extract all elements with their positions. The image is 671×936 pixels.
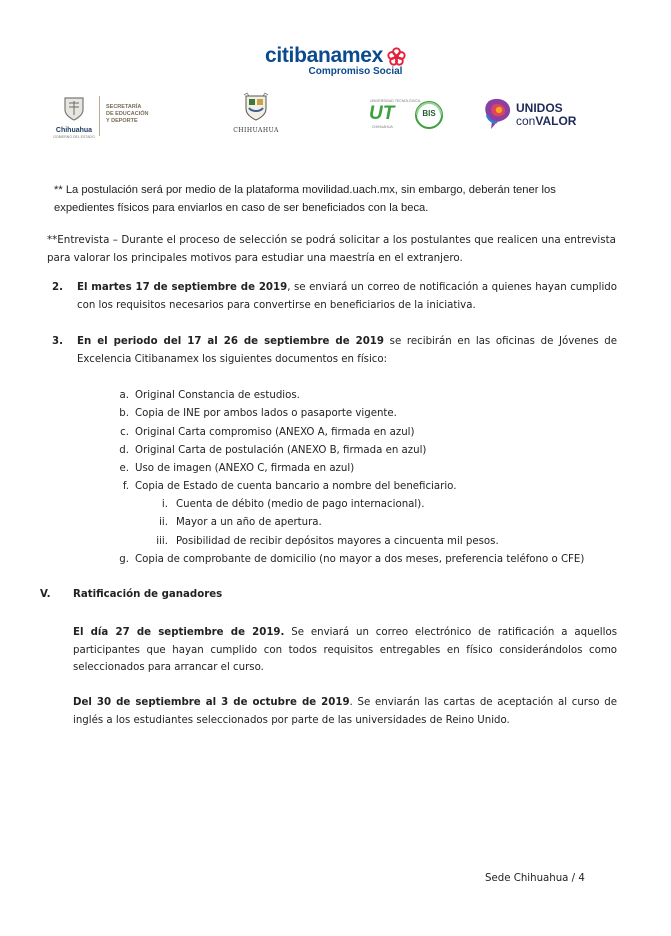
- shield-icon: [63, 96, 85, 122]
- list-label: a.: [119, 390, 129, 401]
- paragraph-date: Del 30 de septiembre al 3 de octubre de 2019: [73, 697, 350, 708]
- citibanamex-logo: [0, 44, 671, 77]
- step-text: [77, 279, 617, 314]
- section-number: V.: [40, 589, 51, 600]
- secretaria-line-1: SECRETARÍA: [106, 104, 142, 110]
- list-item: [122, 478, 457, 496]
- unidos-line-2: [516, 115, 576, 127]
- step-date: El martes 17 de septiembre de 2019: [77, 282, 288, 293]
- ut-label: UT: [369, 103, 395, 124]
- unidos-bubble-icon: [483, 97, 513, 131]
- list-label: f.: [122, 481, 129, 493]
- list-text: Original Carta de postulación (ANEXO B, firmada en azul): [135, 444, 427, 456]
- chihuahua-label: Chihuahua: [55, 127, 93, 134]
- unidos-line-1: UNIDOS: [516, 101, 563, 115]
- documents-list-end: [119, 551, 585, 569]
- list-item: [119, 387, 456, 405]
- list-text: Copia de comprobante de domicilio (no mayor a dos meses, preferencia teléfono o CFE): [135, 554, 585, 565]
- chihuahua-government-logo: [50, 96, 98, 139]
- step-number: 2.: [52, 282, 63, 293]
- list-item: [156, 533, 499, 551]
- list-text: Copia de Estado de cuenta bancario a nombre del beneficiario.: [135, 481, 457, 493]
- municipal-seal-icon: [243, 92, 269, 122]
- ut-bottom-label: CHIHUAHUA: [372, 125, 393, 129]
- paragraph-text: . Se enviarán las cartas de aceptación al curso de inglés a los estudiantes seleccionados por parte de las universidades de Reino Unido.: [73, 697, 618, 726]
- unidos-line-2a: con: [516, 114, 536, 128]
- list-label: iii.: [156, 535, 168, 547]
- step-description: , se enviará un correo de notificación a quienes hayan cumplido con los requisitos necesarios para convertirse en beneficiarios de la iniciativa.: [77, 282, 617, 311]
- list-label: e.: [119, 463, 129, 475]
- list-label: b.: [119, 408, 129, 420]
- section-paragraph-1: [73, 624, 617, 677]
- step-number: 3.: [52, 336, 63, 347]
- documents-list: [119, 387, 457, 497]
- ut-top-label: UNIVERSIDAD TECNOLÓGICA: [370, 99, 421, 103]
- section-paragraph-2: [73, 694, 617, 729]
- list-item: [119, 551, 585, 569]
- list-label: ii.: [159, 517, 168, 529]
- list-text: Posibilidad de recibir depósitos mayores a cincuenta mil pesos.: [176, 535, 499, 547]
- brand-subtitle: Compromiso Social: [308, 66, 403, 77]
- note-platform: ** La postulación será por medio de la plataforma movilidad.uach.mx, sin embargo, deberán tener los expedientes físicos para enviarlos en caso de ser beneficiados con la beca.: [54, 184, 556, 214]
- partner-logos: [0, 92, 671, 140]
- list-text: Uso de imagen (ANEXO C, firmada en azul): [135, 463, 355, 475]
- municipio-logo: [230, 92, 282, 134]
- municipio-label: CHIHUAHUA: [233, 127, 279, 134]
- list-text: Cuenta de débito (medio de pago internacional).: [176, 499, 425, 510]
- paragraph-date: El día 27 de septiembre de 2019.: [73, 627, 285, 638]
- secretaria-line-3: Y DEPORTE: [106, 118, 138, 124]
- list-item: [119, 460, 456, 478]
- step-description: se recibirán en las oficinas de Jóvenes de Excelencia Citibanamex los siguientes documentos en físico:: [77, 336, 618, 365]
- flower-icon: [387, 47, 406, 66]
- chihuahua-sublabel: GOBIERNO DEL ESTADO: [53, 135, 95, 139]
- list-text: Original Carta compromiso (ANEXO A, firmada en azul): [135, 426, 415, 438]
- bank-statement-sublist: [156, 496, 499, 551]
- step-text: [77, 333, 617, 368]
- ut-chihuahua-logo: [366, 98, 446, 134]
- list-text: Mayor a un año de apertura.: [176, 517, 322, 529]
- secretaria-logo: [106, 104, 148, 125]
- list-label: c.: [120, 426, 129, 438]
- list-label: g.: [119, 554, 129, 565]
- step-3: [52, 333, 618, 368]
- list-item: [119, 442, 456, 460]
- unidos-con-valor-logo: [483, 95, 593, 135]
- step-2: [52, 279, 617, 314]
- bis-label: BIS: [422, 109, 436, 118]
- list-text: Original Constancia de estudios.: [135, 390, 300, 401]
- list-item: [120, 424, 456, 442]
- section-title: Ratificación de ganadores: [73, 589, 223, 600]
- paragraph-text: Se enviará un correo electrónico de ratificación a aquellos participantes que hayan cumplido con todos requisitos entregables en físico considerándolos como seleccionados para arrancar el curso.: [73, 627, 617, 673]
- list-item: [119, 405, 456, 423]
- unidos-line-2b: VALOR: [535, 114, 577, 128]
- list-label: i.: [161, 499, 168, 510]
- list-label: d.: [119, 444, 129, 456]
- brand-name: citibanamex: [264, 44, 384, 67]
- list-item: [159, 514, 499, 532]
- list-item: [161, 496, 499, 514]
- page-footer: Sede Chihuahua / 4: [485, 873, 585, 884]
- secretaria-line-2: DE EDUCACIÓN: [106, 111, 149, 117]
- logo-divider: [99, 96, 100, 136]
- note-interview: **Entrevista – Durante el proceso de selección se podrá solicitar a los postulantes que realicen una entrevista para valorar los principales motivos para estudiar una maestría en el extranjero.: [47, 234, 616, 264]
- list-text: Copia de INE por ambos lados o pasaporte vigente.: [135, 408, 397, 420]
- step-date: En el periodo del 17 al 26 de septiembre de 2019: [77, 336, 384, 347]
